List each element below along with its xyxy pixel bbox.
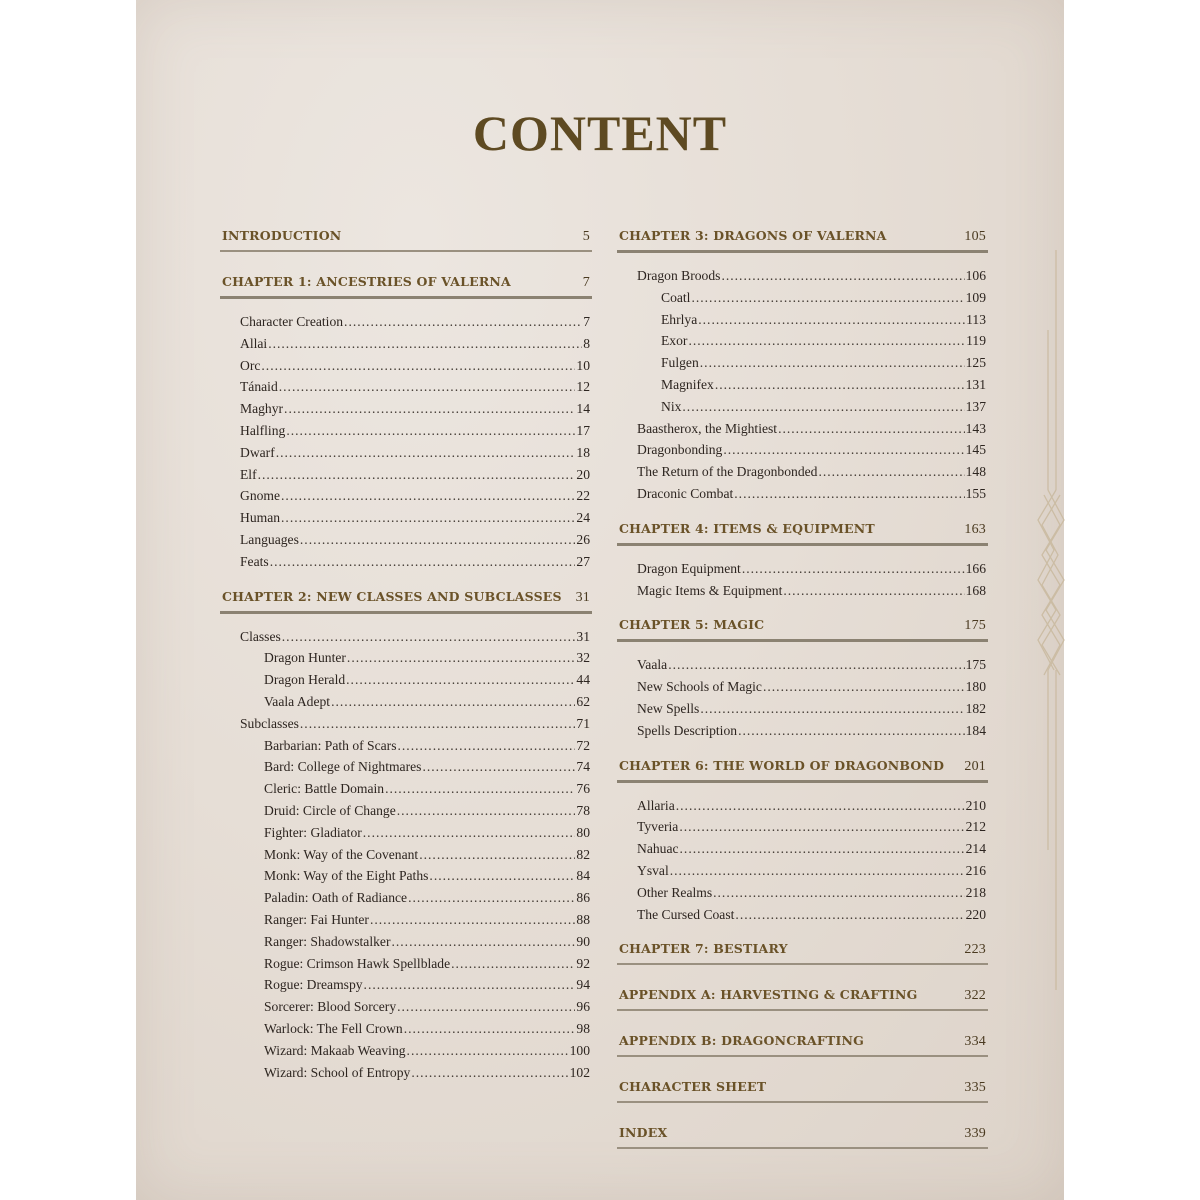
- entry-page-number: 168: [965, 582, 986, 598]
- dot-leader: [682, 396, 964, 418]
- chapter-title: CHARACTER SHEET: [619, 1079, 767, 1095]
- dot-leader: [738, 720, 965, 742]
- entry-page-number: 62: [576, 693, 590, 709]
- chapter-page-number: 335: [964, 1080, 986, 1096]
- toc-right-column: [617, 226, 988, 1169]
- toc-entry[interactable]: [617, 698, 988, 720]
- entry-page-number: 22: [576, 488, 590, 504]
- entry-page-number: 148: [965, 464, 986, 480]
- entry-page-number: 102: [569, 1064, 590, 1080]
- dot-leader: [735, 904, 964, 926]
- toc-entry[interactable]: [220, 626, 592, 648]
- entry-page-number: 125: [965, 355, 986, 371]
- entry-page-number: 80: [576, 824, 590, 840]
- toc-entry[interactable]: [220, 551, 592, 573]
- toc-entry-list: [617, 654, 988, 741]
- dot-leader: [385, 778, 575, 800]
- toc-entry[interactable]: [220, 442, 592, 464]
- entry-label: Nix: [661, 398, 682, 414]
- entry-label: Languages: [240, 531, 299, 547]
- entry-label: Character Creation: [240, 314, 344, 329]
- dot-leader: [397, 800, 576, 822]
- dot-leader: [723, 439, 964, 461]
- dot-leader: [783, 580, 964, 602]
- dot-leader: [331, 691, 575, 713]
- book-page: [136, 0, 1064, 1200]
- entry-label: The Cursed Coast: [637, 906, 735, 922]
- toc-entry[interactable]: [220, 822, 592, 844]
- chapter-page-number: 5: [582, 229, 590, 244]
- entry-page-number: 82: [576, 846, 590, 862]
- toc-entry[interactable]: [220, 1018, 592, 1040]
- chapter-title: CHAPTER 4: ITEMS & EQUIPMENT: [619, 520, 875, 536]
- chapter-title: CHAPTER 7: BESTIARY: [619, 941, 788, 957]
- entry-page-number: 32: [576, 650, 590, 666]
- dot-leader: [763, 676, 965, 698]
- dot-leader: [347, 647, 575, 669]
- entry-label: Gnome: [240, 488, 281, 504]
- entry-label: Warlock: The Fell Crown: [264, 1020, 403, 1036]
- toc-entry-list: [617, 558, 988, 602]
- entry-label: Fulgen: [661, 355, 699, 371]
- toc-entry[interactable]: [617, 558, 988, 580]
- entry-page-number: 155: [965, 485, 986, 501]
- entry-label: The Return of the Dragonbonded: [637, 464, 818, 480]
- toc-entry[interactable]: [220, 464, 592, 486]
- entry-page-number: 24: [576, 510, 590, 526]
- toc-entry[interactable]: [617, 816, 988, 838]
- entry-label: Cleric: Battle Domain: [264, 781, 385, 797]
- dot-leader: [397, 996, 575, 1018]
- entry-page-number: 17: [576, 422, 590, 438]
- entry-label: Nahuac: [637, 841, 679, 857]
- entry-label: Ranger: Fai Hunter: [264, 911, 369, 927]
- entry-label: Ranger: Shadowstalker: [264, 933, 391, 949]
- toc-entry[interactable]: [220, 420, 592, 442]
- dot-leader: [411, 1062, 568, 1084]
- toc-entry[interactable]: [617, 904, 988, 926]
- chapter-page-number: 223: [964, 942, 986, 958]
- chapter-page-number: 7: [582, 275, 590, 290]
- toc-entry[interactable]: [220, 800, 592, 822]
- toc-entry[interactable]: [617, 838, 988, 860]
- toc-entry[interactable]: [617, 439, 988, 461]
- entry-page-number: 96: [576, 999, 590, 1015]
- entry-page-number: 18: [576, 444, 590, 460]
- toc-entry[interactable]: [617, 720, 988, 742]
- toc-entry[interactable]: [220, 887, 592, 909]
- toc-entry[interactable]: [220, 376, 592, 398]
- dot-leader: [344, 311, 582, 333]
- entry-page-number: 98: [576, 1020, 590, 1036]
- dot-leader: [276, 442, 576, 464]
- entry-page-number: 137: [965, 398, 986, 414]
- dot-leader: [818, 461, 964, 483]
- entry-page-number: 10: [576, 357, 590, 373]
- page-title: CONTENT: [472, 105, 728, 161]
- chapter-page-number: 163: [964, 521, 986, 537]
- chapter-page-number: 31: [575, 589, 590, 605]
- toc-entry[interactable]: [220, 996, 592, 1018]
- entry-page-number: 14: [576, 401, 590, 417]
- dot-leader: [270, 551, 576, 573]
- toc-entry[interactable]: [617, 676, 988, 698]
- toc-entry[interactable]: [220, 713, 592, 735]
- entry-label: Tánaid: [240, 379, 278, 395]
- dot-leader: [688, 330, 965, 352]
- toc-chapter-heading[interactable]: [617, 939, 988, 965]
- entry-label: Druid: Circle of Change: [264, 802, 396, 818]
- entry-label: Halfling: [240, 422, 286, 438]
- dot-leader: [670, 860, 965, 882]
- entry-label: Subclasses: [240, 715, 299, 731]
- entry-label: Rogue: Crimson Hawk Spellblade: [264, 955, 451, 971]
- entry-label: Coatl: [661, 289, 691, 305]
- entry-page-number: 109: [965, 289, 986, 305]
- entry-label: Baastherox, the Mightiest: [637, 420, 778, 436]
- chapter-title: CHAPTER 1: ANCESTRIES OF VALERNA: [222, 274, 511, 289]
- chapter-title: CHAPTER 5: MAGIC: [619, 617, 765, 633]
- chapter-title: INDEX: [619, 1125, 668, 1141]
- entry-label: Dragon Hunter: [264, 650, 346, 666]
- dot-leader: [713, 882, 964, 904]
- entry-label: New Spells: [637, 700, 700, 716]
- entry-page-number: 31: [576, 628, 590, 644]
- chapter-page-number: 175: [964, 618, 986, 634]
- entry-label: Ysval: [637, 862, 669, 878]
- toc-entry[interactable]: [220, 485, 592, 507]
- entry-page-number: 210: [965, 797, 986, 813]
- chapter-title: CHAPTER 6: THE WORLD OF DRAGONBOND: [619, 757, 945, 773]
- dot-leader: [282, 626, 576, 648]
- entry-label: Barbarian: Path of Scars: [264, 737, 397, 753]
- entry-label: Monk: Way of the Eight Paths: [264, 868, 429, 884]
- entry-label: Exor: [661, 333, 688, 349]
- chapter-title: APPENDIX A: HARVESTING & CRAFTING: [619, 987, 918, 1003]
- entry-page-number: 44: [576, 672, 590, 688]
- toc-entry[interactable]: [220, 333, 592, 355]
- toc-chapter-heading[interactable]: [617, 1031, 988, 1057]
- entry-page-number: 86: [576, 890, 590, 906]
- entry-label: Dragon Broods: [637, 268, 721, 283]
- dot-leader: [300, 529, 576, 551]
- entry-page-number: 94: [576, 977, 590, 993]
- dot-leader: [778, 418, 965, 440]
- toc-entry-list: [617, 795, 988, 926]
- entry-page-number: 106: [965, 268, 986, 283]
- dot-leader: [281, 507, 575, 529]
- entry-page-number: 71: [576, 715, 590, 731]
- dot-leader: [700, 352, 965, 374]
- toc-entry-list: [220, 311, 592, 573]
- entry-label: Tyveria: [637, 819, 679, 835]
- toc-entry[interactable]: [617, 396, 988, 418]
- toc-chapter-heading[interactable]: [617, 1077, 988, 1103]
- entry-label: Magnifex: [661, 376, 714, 392]
- toc-entry[interactable]: [220, 647, 592, 669]
- toc-entry[interactable]: [617, 795, 988, 817]
- entry-label: Monk: Way of the Covenant: [264, 846, 419, 862]
- toc-entry[interactable]: [617, 461, 988, 483]
- entry-page-number: 100: [569, 1042, 590, 1058]
- toc-chapter-heading[interactable]: [617, 615, 988, 642]
- entry-label: Spells Description: [637, 722, 738, 738]
- toc-entry[interactable]: [220, 756, 592, 778]
- toc-entry[interactable]: [617, 860, 988, 882]
- dot-leader: [679, 816, 964, 838]
- entry-page-number: 113: [966, 311, 986, 327]
- dot-leader: [286, 420, 575, 442]
- entry-label: Dragonbonding: [637, 442, 723, 458]
- toc-entry[interactable]: [617, 330, 988, 352]
- dot-leader: [281, 485, 575, 507]
- entry-page-number: 72: [576, 737, 590, 753]
- entry-label: Dragon Herald: [264, 672, 346, 688]
- entry-page-number: 90: [576, 933, 590, 949]
- entry-page-number: 12: [576, 379, 590, 395]
- entry-page-number: 74: [576, 759, 590, 775]
- toc-entry[interactable]: [220, 735, 592, 757]
- entry-page-number: 214: [965, 841, 986, 857]
- entry-page-number: 26: [576, 531, 590, 547]
- dot-leader: [715, 374, 965, 396]
- entry-label: Wizard: Makaab Weaving: [264, 1042, 406, 1058]
- toc-entry[interactable]: [220, 669, 592, 691]
- entry-label: Bard: College of Nightmares: [264, 759, 422, 775]
- dot-leader: [364, 974, 576, 996]
- toc-entry[interactable]: [220, 355, 592, 377]
- chapter-title: CHAPTER 3: DRAGONS OF VALERNA: [619, 228, 887, 243]
- toc-chapter-heading[interactable]: [617, 226, 988, 253]
- toc-chapter-heading[interactable]: [617, 519, 988, 546]
- toc-entry[interactable]: [617, 580, 988, 602]
- toc-entry[interactable]: [220, 507, 592, 529]
- entry-label: Wizard: School of Entropy: [264, 1064, 411, 1080]
- entry-label: Vaala: [637, 657, 668, 673]
- entry-page-number: 76: [576, 781, 590, 797]
- toc-entry[interactable]: [617, 309, 988, 331]
- entry-page-number: 220: [965, 906, 986, 922]
- toc-entry[interactable]: [617, 483, 988, 505]
- entry-page-number: 182: [965, 700, 986, 716]
- toc-entry[interactable]: [220, 865, 592, 887]
- entry-page-number: 27: [576, 553, 590, 569]
- dot-leader: [346, 669, 575, 691]
- dot-leader: [419, 844, 575, 866]
- entry-page-number: 180: [965, 679, 986, 695]
- chapter-title: INTRODUCTION: [222, 228, 342, 243]
- entry-page-number: 212: [965, 819, 986, 835]
- dot-leader: [691, 287, 964, 309]
- toc-entry[interactable]: [220, 1040, 592, 1062]
- entry-label: Ehrlya: [661, 311, 698, 327]
- entry-label: Other Realms: [637, 884, 713, 900]
- vertical-knot-border-icon: [1016, 250, 1076, 990]
- dot-leader: [734, 483, 964, 505]
- dot-leader: [721, 265, 964, 287]
- dot-leader: [279, 376, 576, 398]
- entry-page-number: 8: [583, 335, 590, 351]
- dot-leader: [404, 1018, 576, 1040]
- toc-entry[interactable]: [617, 287, 988, 309]
- entry-label: Paladin: Oath of Radiance: [264, 890, 408, 906]
- toc-entry[interactable]: [220, 398, 592, 420]
- toc-entry[interactable]: [617, 265, 988, 287]
- dot-leader: [451, 953, 575, 975]
- toc-entry[interactable]: [220, 529, 592, 551]
- dot-leader: [429, 865, 575, 887]
- entry-label: Classes: [240, 628, 281, 644]
- entry-label: Sorcerer: Blood Sorcery: [264, 999, 397, 1015]
- entry-page-number: 84: [576, 868, 590, 884]
- toc-entry[interactable]: [617, 352, 988, 374]
- entry-label: Human: [240, 510, 281, 526]
- entry-label: Allai: [240, 335, 268, 351]
- chapter-title: CHAPTER 2: NEW CLASSES AND SUBCLASSES: [222, 588, 562, 604]
- entry-label: Maghyr: [240, 401, 284, 417]
- chapter-page-number: 105: [964, 229, 986, 244]
- chapter-title: APPENDIX B: DRAGONCRAFTING: [619, 1033, 864, 1049]
- toc-chapter-heading[interactable]: [220, 226, 592, 252]
- dot-leader: [261, 355, 575, 377]
- chapter-page-number: 334: [964, 1034, 986, 1050]
- dot-leader: [300, 713, 576, 735]
- toc-entry[interactable]: [617, 374, 988, 396]
- dot-leader: [268, 333, 582, 355]
- entry-label: Draconic Combat: [637, 485, 734, 501]
- entry-page-number: 216: [965, 862, 986, 878]
- toc-chapter-heading[interactable]: [617, 1123, 988, 1149]
- entry-page-number: 7: [583, 314, 590, 329]
- entry-page-number: 88: [576, 911, 590, 927]
- dot-leader: [258, 464, 576, 486]
- entry-page-number: 119: [966, 333, 986, 349]
- entry-label: Allaria: [637, 797, 675, 813]
- dot-leader: [422, 756, 575, 778]
- entry-label: Feats: [240, 553, 269, 569]
- dot-leader: [407, 1040, 569, 1062]
- entry-label: New Schools of Magic: [637, 679, 762, 695]
- entry-label: Rogue: Dreamspy: [264, 977, 363, 993]
- dot-leader: [676, 795, 965, 817]
- toc-entry[interactable]: [220, 909, 592, 931]
- toc-entry[interactable]: [617, 882, 988, 904]
- entry-page-number: 145: [965, 442, 986, 458]
- dot-leader: [668, 654, 964, 676]
- entry-page-number: 20: [576, 466, 590, 482]
- chapter-page-number: 201: [964, 758, 986, 774]
- toc-chapter-heading[interactable]: [220, 272, 592, 299]
- toc-chapter-heading[interactable]: [220, 587, 592, 614]
- dot-leader: [408, 887, 575, 909]
- entry-page-number: 218: [965, 884, 986, 900]
- toc-entry[interactable]: [220, 931, 592, 953]
- entry-page-number: 78: [576, 802, 590, 818]
- entry-page-number: 131: [965, 376, 986, 392]
- dot-leader: [698, 309, 965, 331]
- dot-leader: [391, 931, 575, 953]
- dot-leader: [742, 558, 965, 580]
- dot-leader: [284, 398, 575, 420]
- entry-label: Dragon Equipment: [637, 560, 741, 576]
- toc-chapter-heading[interactable]: [617, 756, 988, 783]
- toc-entry[interactable]: [617, 654, 988, 676]
- toc-left-column: [220, 226, 592, 1097]
- entry-label: Fighter: Gladiator: [264, 824, 362, 840]
- entry-label: Orc: [240, 357, 261, 373]
- entry-page-number: 184: [965, 722, 986, 738]
- toc-entry-list: [220, 626, 592, 1084]
- entry-page-number: 166: [965, 560, 986, 576]
- dot-leader: [370, 909, 575, 931]
- toc-entry[interactable]: [220, 974, 592, 996]
- entry-page-number: 175: [965, 657, 986, 673]
- dot-leader: [700, 698, 964, 720]
- entry-label: Dwarf: [240, 444, 275, 460]
- entry-label: Magic Items & Equipment: [637, 582, 783, 598]
- chapter-page-number: 339: [964, 1126, 986, 1142]
- toc-entry[interactable]: [220, 844, 592, 866]
- toc-entry[interactable]: [220, 1062, 592, 1084]
- toc-entry[interactable]: [220, 778, 592, 800]
- toc-entry[interactable]: [617, 418, 988, 440]
- entry-page-number: 92: [576, 955, 590, 971]
- toc-entry[interactable]: [220, 953, 592, 975]
- entry-page-number: 143: [965, 420, 986, 436]
- dot-leader: [363, 822, 576, 844]
- entry-label: Vaala Adept: [264, 693, 331, 709]
- entry-label: Elf: [240, 466, 257, 482]
- dot-leader: [680, 838, 965, 860]
- dot-leader: [398, 735, 576, 757]
- toc-entry-list: [617, 265, 988, 505]
- toc-chapter-heading[interactable]: [617, 985, 988, 1011]
- chapter-page-number: 322: [964, 988, 986, 1004]
- toc-entry[interactable]: [220, 691, 592, 713]
- toc-entry[interactable]: [220, 311, 592, 333]
